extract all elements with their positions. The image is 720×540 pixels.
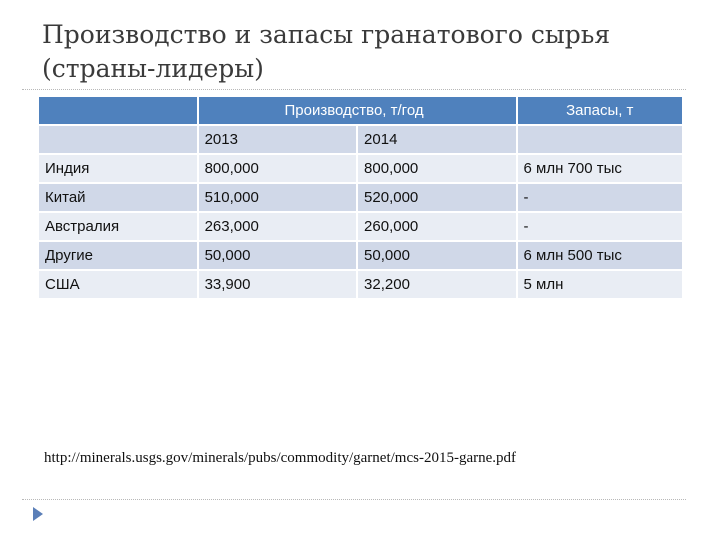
reserves-cell: 6 млн 700 тыс	[518, 155, 682, 182]
slide-title: Производство и запасы гранатового сырья (страны-лидеры)	[42, 20, 611, 83]
value-2013-cell: 800,000	[199, 155, 356, 182]
table-header-row	[39, 97, 682, 124]
table-row	[39, 184, 682, 211]
reserves-cell: 5 млн	[518, 271, 682, 298]
reserves-cell: 6 млн 500 тыс	[518, 242, 682, 269]
country-cell: США	[39, 271, 197, 298]
table-row	[39, 155, 682, 182]
value-2014-cell: 32,200	[358, 271, 515, 298]
header-production: Производство, т/год	[199, 97, 516, 124]
table-row	[39, 213, 682, 240]
table-subheader-row	[39, 126, 682, 153]
reserves-cell: -	[518, 184, 682, 211]
reserves-cell: -	[518, 213, 682, 240]
value-2013-cell: 510,000	[199, 184, 356, 211]
value-2013-cell: 33,900	[199, 271, 356, 298]
triangle-bullet-icon	[33, 507, 43, 521]
header-reserves: Запасы, т	[518, 97, 682, 124]
table-row	[39, 242, 682, 269]
value-2014-cell: 520,000	[358, 184, 515, 211]
value-2014-cell: 260,000	[358, 213, 515, 240]
header-year-2013: 2013	[199, 126, 356, 153]
top-divider	[22, 89, 686, 90]
subheader-empty-cell	[39, 126, 197, 153]
country-cell: Другие	[39, 242, 197, 269]
garnet-table	[37, 95, 684, 300]
value-2014-cell: 800,000	[358, 155, 515, 182]
table-row	[39, 271, 682, 298]
value-2013-cell: 50,000	[199, 242, 356, 269]
country-cell: Индия	[39, 155, 197, 182]
value-2013-cell: 263,000	[199, 213, 356, 240]
country-cell: Китай	[39, 184, 197, 211]
value-2014-cell: 50,000	[358, 242, 515, 269]
header-empty-cell	[39, 97, 197, 124]
country-cell: Австралия	[39, 213, 197, 240]
header-year-2014: 2014	[358, 126, 515, 153]
subheader-empty-cell	[518, 126, 682, 153]
bottom-divider	[22, 499, 686, 500]
source-link[interactable]: http://minerals.usgs.gov/minerals/pubs/commodity/garnet/mcs-2015-garne.pdf	[44, 450, 517, 466]
